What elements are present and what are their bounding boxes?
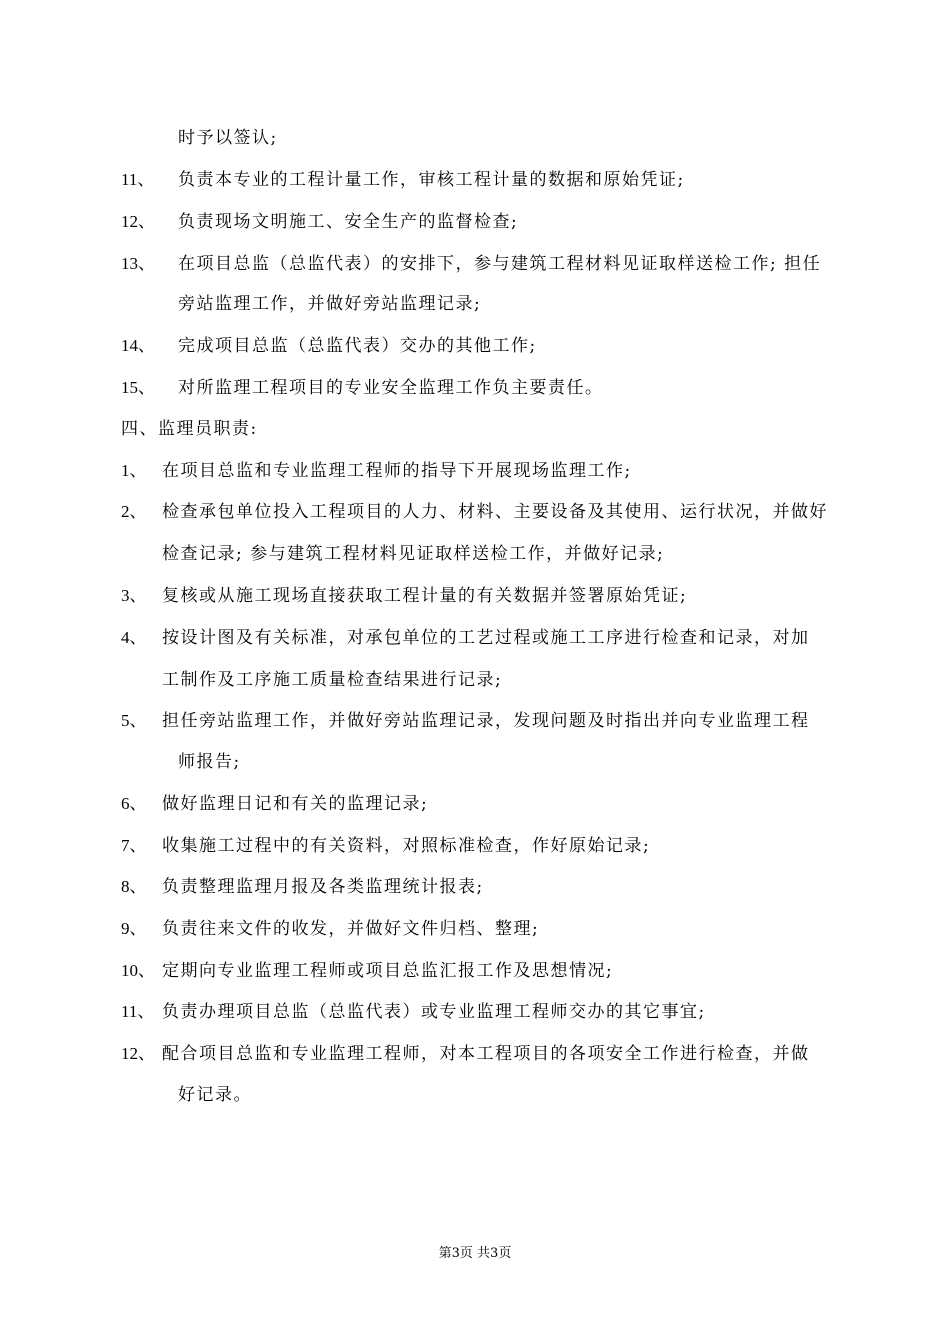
s4-item-8-text: 负责整理监理月报及各类监理统计报表; — [162, 877, 484, 897]
s4-item-5-continuation: 师报告; — [178, 752, 241, 772]
s4-item-10-number: 10、 — [121, 961, 155, 980]
s3-item-12-number: 12、 — [121, 212, 155, 231]
s4-item-4-number: 4、 — [121, 628, 147, 647]
s3-item-12-text: 负责现场文明施工、安全生产的监督检查; — [178, 212, 519, 232]
page-footer: 第3页 共3页 — [438, 1246, 512, 1261]
s4-item-10-text: 定期向专业监理工程师或项目总监汇报工作及思想情况; — [162, 961, 614, 981]
s4-item-1-number: 1、 — [121, 461, 147, 480]
s4-item-8-number: 8、 — [121, 877, 147, 896]
s4-item-7-number: 7、 — [121, 836, 147, 855]
s3-item-11-text: 负责本专业的工程计量工作，审核工程计量的数据和原始凭证; — [178, 170, 685, 190]
continuation-text: 时予以签认; — [178, 128, 278, 148]
s4-item-6-number: 6、 — [121, 794, 147, 813]
s4-item-4-text: 按设计图及有关标准，对承包单位的工艺过程或施工工序进行检查和记录，对加 — [162, 628, 810, 648]
section4-heading: 四、监理员职责: — [121, 419, 258, 439]
s4-item-2-continuation: 检查记录; 参与建筑工程材料见证取样送检工作，并做好记录; — [162, 544, 665, 564]
s3-item-13-text: 在项目总监（总监代表）的安排下，参与建筑工程材料见证取样送检工作; 担任 — [178, 254, 822, 274]
s3-item-13-number: 13、 — [121, 254, 155, 273]
s4-item-11-number: 11、 — [121, 1002, 155, 1021]
s4-item-2-number: 2、 — [121, 502, 147, 521]
s3-item-13-continuation: 旁站监理工作，并做好旁站监理记录; — [178, 294, 482, 314]
s4-item-5-number: 5、 — [121, 711, 147, 730]
s3-item-14-text: 完成项目总监（总监代表）交办的其他工作; — [178, 336, 537, 356]
s4-item-5-text: 担任旁站监理工作，并做好旁站监理记录，发现问题及时指出并向专业监理工程 — [162, 711, 810, 731]
s4-item-4-continuation: 工制作及工序施工质量检查结果进行记录; — [162, 670, 503, 690]
s4-item-12-continuation: 好记录。 — [178, 1085, 252, 1105]
s3-item-14-number: 14、 — [121, 336, 155, 355]
s4-item-12-text: 配合项目总监和专业监理工程师，对本工程项目的各项安全工作进行检查，并做 — [162, 1044, 810, 1064]
s3-item-15-text: 对所监理工程项目的专业安全监理工作负主要责任。 — [178, 378, 604, 398]
s4-item-12-number: 12、 — [121, 1044, 155, 1063]
s3-item-11-number: 11、 — [121, 170, 155, 189]
s4-item-1-text: 在项目总监和专业监理工程师的指导下开展现场监理工作; — [162, 461, 632, 481]
s4-item-6-text: 做好监理日记和有关的监理记录; — [162, 794, 429, 814]
s3-item-15-number: 15、 — [121, 378, 155, 397]
s4-item-7-text: 收集施工过程中的有关资料，对照标准检查，作好原始记录; — [162, 836, 651, 856]
s4-item-9-number: 9、 — [121, 919, 147, 938]
s4-item-3-text: 复核或从施工现场直接获取工程计量的有关数据并签署原始凭证; — [162, 586, 688, 606]
s4-item-9-text: 负责往来文件的收发，并做好文件归档、整理; — [162, 919, 540, 939]
s4-item-3-number: 3、 — [121, 586, 147, 605]
s4-item-11-text: 负责办理项目总监（总监代表）或专业监理工程师交办的其它事宜; — [162, 1002, 706, 1022]
s4-item-2-text: 检查承包单位投入工程项目的人力、材料、主要设备及其使用、运行状况，并做好 — [162, 502, 828, 522]
